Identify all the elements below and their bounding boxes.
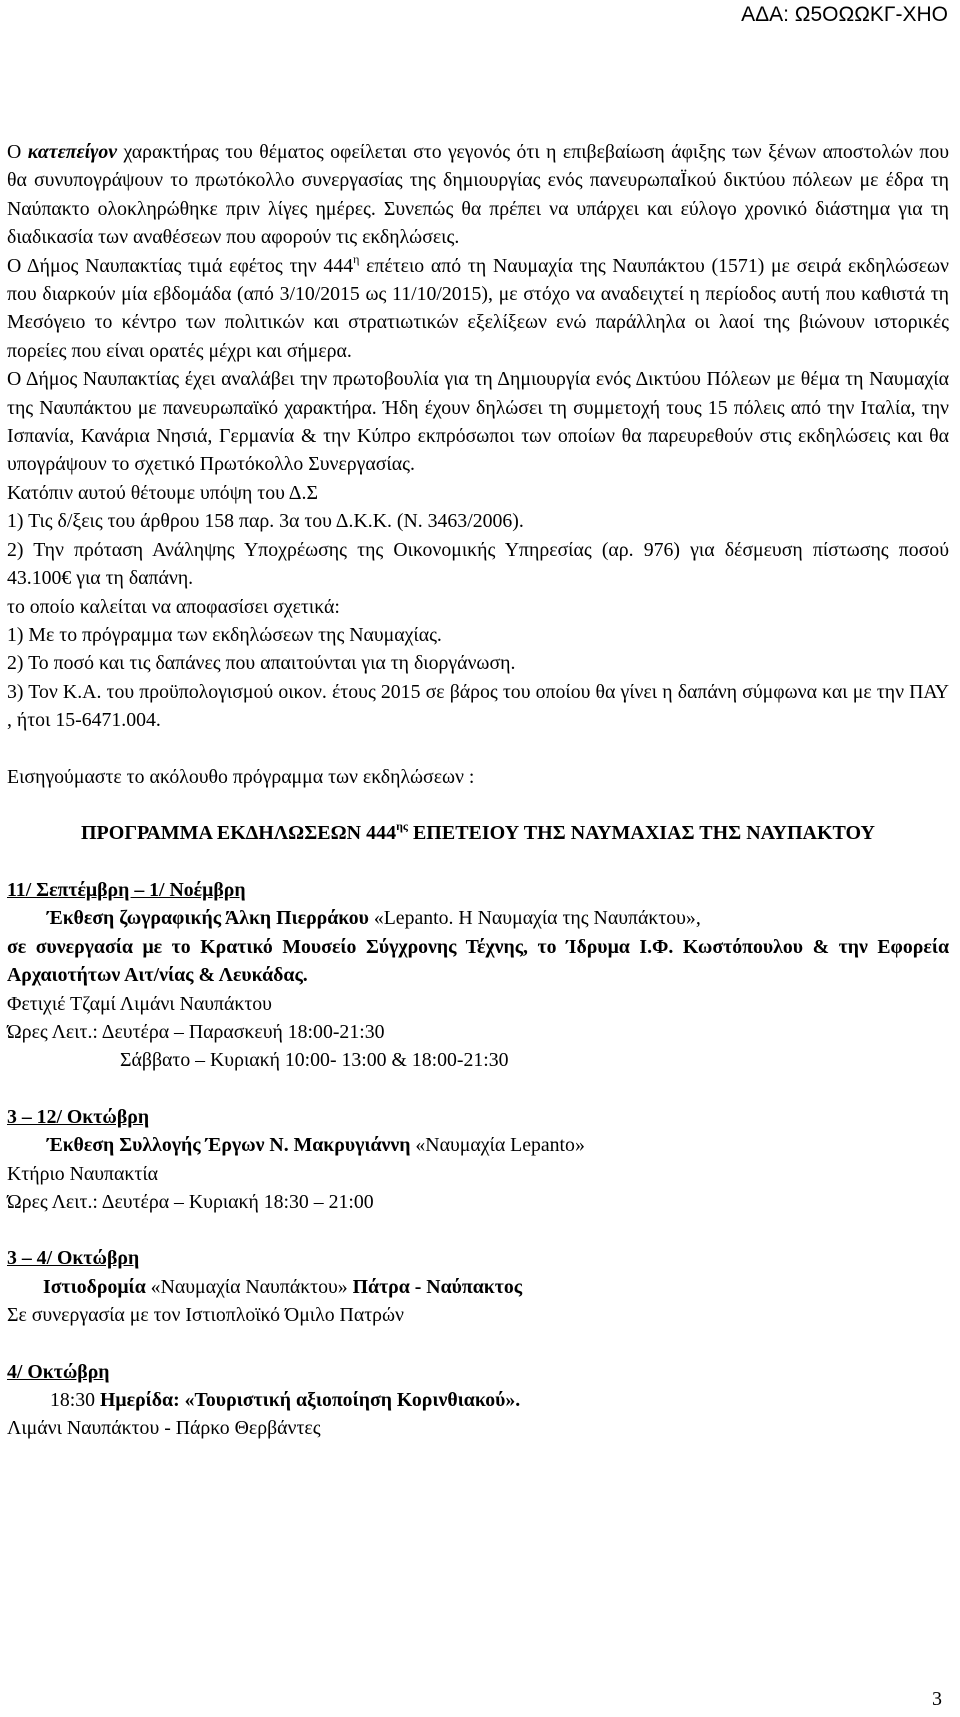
consideration-1: 1) Τις δ/ξεις του άρθρου 158 παρ. 3α του Δ.Κ.Κ. (Ν. 3463/2006). bbox=[7, 510, 524, 533]
consideration-2: 2) Την πρόταση Ανάληψης Υποχρέωσης της Οικονομικής Υπηρεσίας (αρ. 976) για δέσμευση πίστωσης ποσού 43.100€ για τη δαπάνη. bbox=[7, 538, 949, 590]
urgent-word: κατεπείγον bbox=[27, 141, 117, 163]
text-span: «Ναυμαχία Ναυπάκτου» bbox=[145, 1275, 353, 1298]
paragraph-urgency bbox=[7, 138, 949, 252]
decision-1: 1) Με το πρόγραμμα των εκδηλώσεων της Ναυμαχίας. bbox=[7, 623, 442, 646]
event-3-title bbox=[7, 1273, 949, 1301]
event-3-collab: Σε συνεργασία με τον Ιστιοπλοϊκό Όμιλο Πατρών bbox=[7, 1304, 404, 1327]
propose-line: Εισηγούμαστε το ακόλουθο πρόγραμμα των εκδηλώσεων : bbox=[7, 765, 475, 788]
text-span: επέτειο από τη Ναυμαχία της Ναυπάκτου (1571) με σειρά εκδηλώσεων που διαρκούν μία εβδομάδα (από 3/10/2015 ως 11/10/2015), με στόχο να αναδειχτεί η περίοδος αυτή που καθιστά τη Μεσόγειο το κέντρο των πολιτικών και στρατιωτικών εξελίξεων ενώ παράλληλα οι λαοί της βιώνουν ιστορικές πορείες που είναι ορατές μέχρι και σήμερα. bbox=[7, 254, 949, 362]
ada-code: ΑΔΑ: Ω5ΟΩΩΚΓ-ΧΗΟ bbox=[741, 3, 948, 26]
event-1-collab bbox=[7, 933, 949, 990]
text-span: χαρακτήρας του θέματος οφείλεται στο γεγονός ότι η επιβεβαίωση άφιξης των ξένων αποστολών που θα συνυπογράψουν το πρωτόκολλο συνεργασίας της δημιουργίας ενός πανευρωπαΪκού δικτύου πόλεων με έδρα τη Ναύπακτο ολοκληρώθηκε πριν λίγες ημέρες. Συνεπώς θα πρέπει να υπάρχει και εύλογο χρονικό διάστημα για τη διαδικασία των αναθέσεων που αφορούν τις εκδηλώσεις. bbox=[7, 141, 949, 249]
page-number: 3 bbox=[932, 1688, 942, 1710]
text-span: Πάτρα - Ναύπακτος bbox=[352, 1275, 523, 1298]
considering-line: Κατόπιν αυτού θέτουμε υπόψη του Δ.Σ bbox=[7, 481, 318, 504]
event-1-title bbox=[7, 904, 949, 932]
called-line: το οποίο καλείται να αποφασίσει σχετικά: bbox=[7, 595, 340, 618]
text-span: 11/ Σεπτέμβρη – 1/ Νοέμβρη bbox=[7, 878, 246, 901]
document-body bbox=[7, 138, 949, 1443]
text-span: Έκθεση Συλλογής Έργων Ν. Μακρυγιάννη bbox=[47, 1134, 411, 1157]
event-1-hours: Ώρες Λειτ.: Δευτέρα – Παρασκευή 18:00-21:30 bbox=[7, 1020, 385, 1043]
event-1-hours-weekend: Σάββατο – Κυριακή 10:00- 13:00 & 18:00-21:30 bbox=[120, 1049, 509, 1072]
superscript: η bbox=[353, 251, 360, 266]
event-3-date bbox=[7, 1244, 949, 1272]
superscript: ης bbox=[396, 818, 408, 833]
text-span: 3 – 4/ Οκτώβρη bbox=[7, 1247, 140, 1270]
event-2-date bbox=[7, 1103, 949, 1131]
event-2-place: Κτήριο Ναυπακτία bbox=[7, 1162, 159, 1185]
decision-2: 2) Το ποσό και τις δαπάνες που απαιτούνται για τη διοργάνωση. bbox=[7, 652, 516, 675]
decision-3: 3) Τον Κ.Α. του προϋπολογισμού οικον. έτους 2015 σε βάρος του οποίου θα γίνει η δαπάνη σύμφωνα και με την ΠΑΥ , ήτοι 15-6471.004. bbox=[7, 680, 949, 732]
text-span: σε συνεργασία με το Κρατικό Μουσείο Σύγχρονης Τέχνης, το Ίδρυμα Ι.Φ. Κωστόπουλου & την Εφορεία Αρχαιοτήτων Αιτ/νίας & Λευκάδας. bbox=[7, 935, 949, 987]
event-2-title bbox=[7, 1131, 949, 1159]
text-span: Ημερίδα: «Τουριστική αξιοποίηση Κορινθιακού». bbox=[100, 1389, 521, 1412]
event-4-place: Λιμάνι Ναυπάκτου - Πάρκο Θερβάντες bbox=[7, 1417, 321, 1440]
paragraph-anniversary bbox=[7, 252, 949, 366]
text-span: Ιστιοδρομία bbox=[43, 1275, 146, 1298]
text-span: Ο bbox=[7, 141, 28, 163]
program-title bbox=[7, 819, 949, 848]
text-span: ΕΠΕΤΕΙΟΥ ΤΗΣ ΝΑΥΜΑΧΙΑΣ ΤΗΣ ΝΑΥΠΑΚΤΟΥ bbox=[407, 821, 875, 844]
text-span: 3 – 12/ Οκτώβρη bbox=[7, 1105, 150, 1128]
text-span: Ο Δήμος Ναυπακτίας τιμά εφέτος την 444 bbox=[7, 254, 354, 277]
event-1-place: Φετιχιέ Τζαμί Λιμάνι Ναυπάκτου bbox=[7, 992, 272, 1015]
event-4-title bbox=[7, 1386, 949, 1414]
event-1-date bbox=[7, 876, 949, 904]
text-span: 18:30 bbox=[50, 1389, 101, 1412]
text-span: 4/ Οκτώβρη bbox=[7, 1360, 110, 1383]
event-4-date bbox=[7, 1358, 949, 1386]
text-span: ΠΡΟΓΡΑΜΜΑ ΕΚΔΗΛΩΣΕΩΝ 444 bbox=[80, 821, 397, 844]
event-2-hours: Ώρες Λειτ.: Δευτέρα – Κυριακή 18:30 – 21:00 bbox=[7, 1191, 374, 1213]
paragraph-network: Ο Δήμος Ναυπακτίας έχει αναλάβει την πρωτοβουλία για τη Δημιουργία ενός Δικτύου Πόλεων με θέμα τη Ναυμαχία της Ναυπάκτου με πανευρωπαϊκό χαρακτήρα. Ήδη έχουν δηλώσει τη συμμετοχή τους 15 πόλεις από την Ιταλία, την Ισπανία, Κανάρια Νησιά, Γερμανία & την Κύπρο εκπρόσωποι των οποίων θα παρευρεθούν στις εκδηλώσεις και θα υπογράψουν το σχετικό Πρωτόκολλο Συνεργασίας. bbox=[7, 368, 949, 476]
text-span: Έκθεση ζωγραφικής Άλκη Πιερράκου bbox=[47, 907, 369, 930]
text-span: «Ναυμαχία Lepanto» bbox=[410, 1134, 585, 1157]
text-span: «Lepanto. Η Ναυμαχία της Ναυπάκτου», bbox=[368, 907, 701, 930]
